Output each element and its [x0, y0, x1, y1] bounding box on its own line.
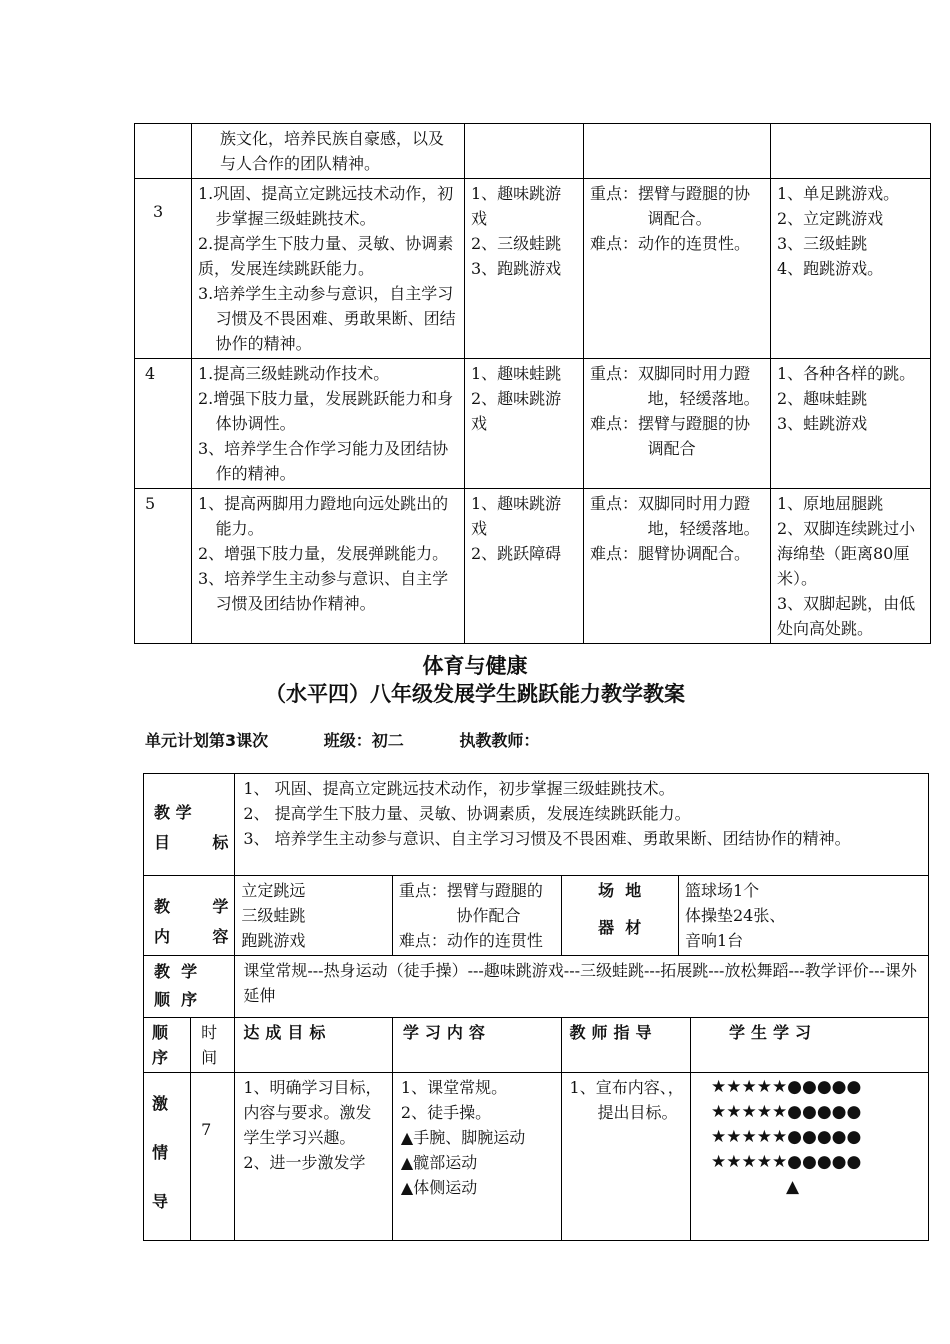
- content-label-line1: [154, 892, 228, 922]
- goal-item: 1.提高三级蛙跳动作技术。: [198, 364, 390, 383]
- content-item: 3、跑跳游戏: [471, 259, 562, 278]
- venue-label: 场 地: [598, 881, 642, 900]
- time-header-char: 间: [201, 1048, 218, 1067]
- method-item: 4、跑跳游戏。: [777, 259, 884, 278]
- time-value: 7: [201, 1120, 212, 1139]
- key-point: 重点：双脚同时用力蹬地，轻缓落地。: [590, 494, 760, 538]
- teacher-guide-cell: [561, 1073, 690, 1241]
- content-label-char: 内: [154, 927, 171, 946]
- time-cell: [191, 1073, 235, 1241]
- objectives-cell: [235, 1073, 393, 1241]
- goals-cell: [192, 124, 465, 179]
- method-item: 3、双脚起跳，由低处向高处跳。: [777, 594, 916, 638]
- venue-item: 篮球场1个: [684, 881, 760, 900]
- method-item: 3、三级蛙跳: [777, 234, 868, 253]
- goals-cell: [235, 774, 929, 876]
- learn-item: 1、课堂常规。: [400, 1078, 508, 1097]
- time-header: [191, 1018, 235, 1073]
- goals-label-char: 目: [154, 833, 171, 852]
- goal-item: 1、 巩固、提高立定跳远技术动作，初步掌握三级蛙跳技术。: [243, 779, 675, 798]
- goal-item: 2.增强下肢力量，发展跳跃能力和身体协调性。: [198, 389, 454, 433]
- content-item: 跑跳游戏: [241, 931, 306, 950]
- content-cell: [465, 179, 584, 359]
- table-row: [135, 489, 931, 644]
- methods-cell: [771, 359, 931, 489]
- table-row: [135, 359, 931, 489]
- document-subtitle: （水平四）八年级发展学生跳跃能力教学教案: [265, 682, 685, 706]
- teaching-goals-row: [144, 774, 929, 876]
- venue-cell: [678, 876, 928, 956]
- lesson-number-text: 3: [153, 202, 164, 221]
- goal-item: 3、 培养学生主动参与意识、自主学习习惯及不畏困难、勇敢果断、团结协作的精神。: [243, 829, 851, 848]
- order-label-line2: 顺 序: [154, 990, 198, 1009]
- content-label-line2: [154, 922, 228, 952]
- key-point: 重点：双脚同时用力蹬地，轻缓落地。: [590, 364, 760, 408]
- difficult-point: 难点：腿臂协调配合。: [590, 544, 751, 563]
- warmup-row: [144, 1073, 929, 1241]
- content-item: 立定跳远: [241, 881, 306, 900]
- learn-item: ▲髋部运动: [400, 1153, 478, 1172]
- content-item: 2、趣味跳游戏: [471, 389, 562, 433]
- goals-label-line1: 教 学: [154, 803, 192, 822]
- goal-item: 2、增强下肢力量，发展弹跳能力。: [198, 544, 449, 563]
- goal-item: 2、 提高学生下肢力量、灵敏、协调素质，发展连续跳跃能力。: [243, 804, 691, 823]
- goal-item: 1.巩固、提高立定跳远技术动作，初步掌握三级蛙跳技术。: [198, 184, 454, 228]
- content-label-char: 教: [154, 897, 171, 916]
- learn-item: ▲体侧运动: [400, 1178, 478, 1197]
- goals-cell: [192, 489, 465, 644]
- order-label-line1: 教 学: [154, 962, 198, 981]
- goals-label-line2: [154, 828, 228, 858]
- formation-row: ★★★★★●●●●●: [710, 1152, 862, 1172]
- keypoints-cell: [584, 359, 771, 489]
- phase-char: 激: [152, 1094, 169, 1113]
- content-label-char: 容: [212, 927, 229, 946]
- method-item: 2、双脚连续跳过小海绵垫（距离80厘米）。: [777, 519, 916, 588]
- phase-char: 情: [152, 1143, 169, 1162]
- teaching-order-row: [144, 956, 929, 1018]
- goal-item: 2.提高学生下肢力量、灵敏、协调素质，发展连续跳跃能力。: [198, 234, 454, 278]
- seq-header-char: 序: [152, 1048, 169, 1067]
- method-item: 1、原地屈腿跳: [777, 494, 884, 513]
- teacher-item: 提出目标。: [597, 1103, 678, 1122]
- phase-char: 导: [152, 1192, 169, 1211]
- method-item: 1、单足跳游戏。: [777, 184, 900, 203]
- goals-cell: [192, 359, 465, 489]
- student-learn-header: 学生学习: [690, 1018, 928, 1073]
- formation-row: ★★★★★●●●●●: [710, 1102, 862, 1122]
- content-cell: [235, 876, 393, 956]
- lesson-number: [135, 179, 192, 359]
- order-label: [144, 956, 235, 1018]
- content-item: 三级蛙跳: [241, 906, 306, 925]
- difficult-point: 难点：摆臂与蹬腿的协调配合: [590, 414, 751, 458]
- methods-cell: [771, 179, 931, 359]
- key-point: 重点：摆臂与蹬腿的协作配合: [398, 881, 543, 925]
- document-title: 体育与健康: [422, 654, 528, 678]
- teacher-info: 执教教师：: [459, 731, 540, 750]
- keypoints-cell: [584, 124, 771, 179]
- unit-number: 单元计划第3课次: [145, 731, 269, 750]
- goals-cell: [192, 179, 465, 359]
- table-row: [135, 124, 931, 179]
- content-label: [144, 876, 235, 956]
- teaching-order-text: 课堂常规---热身运动（徒手操）---趣味跳游戏---三级蛙跳---拓展跳---放松舞蹈---教学评价---课外延伸: [243, 961, 917, 1005]
- learn-item: ▲手腕、脚腕运动: [400, 1128, 526, 1147]
- lesson-number-text: 5: [145, 494, 156, 513]
- goal-item: 族文化，培养民族自豪感，以及与人合作的团队精神。: [220, 129, 445, 173]
- formation-diagram: [690, 1073, 928, 1241]
- method-item: 3、蛙跳游戏: [777, 414, 868, 433]
- venue-item: 体操垫24张、: [684, 906, 786, 925]
- methods-cell: [771, 489, 931, 644]
- class-info: 班级：初二: [323, 731, 404, 750]
- goal-item: 3、培养学生主动参与意识、自主学习惯及团结协作精神。: [198, 569, 449, 613]
- teaching-content-row: [144, 876, 929, 956]
- order-cell: [235, 956, 929, 1018]
- content-cell: [465, 124, 584, 179]
- teacher-item: 1、宣布内容、，: [569, 1078, 684, 1097]
- keypoints-cell: [392, 876, 561, 956]
- key-point: 重点：摆臂与蹬腿的协调配合。: [590, 184, 751, 228]
- method-item: 2、立定跳游戏: [777, 209, 884, 228]
- unit-info-line: [145, 728, 589, 751]
- goals-label: [144, 774, 235, 876]
- content-item: 1、趣味跳游戏: [471, 494, 562, 538]
- content-cell: [465, 489, 584, 644]
- teacher-guide-header: 教师指导: [561, 1018, 690, 1073]
- venue-label-cell: [561, 876, 678, 956]
- goals-label-char: 标: [212, 833, 229, 852]
- formation-row: ★★★★★●●●●●: [710, 1077, 862, 1097]
- difficult-point: 难点：动作的连贯性。: [590, 234, 751, 253]
- keypoints-cell: [584, 179, 771, 359]
- lesson-number: [135, 359, 192, 489]
- seq-header-char: 顺: [152, 1023, 169, 1042]
- method-item: 2、趣味蛙跳: [777, 389, 868, 408]
- content-item: 2、跳跃障碍: [471, 544, 562, 563]
- objective-item: 2、进一步激发学: [243, 1153, 366, 1172]
- learn-content-header: 学习内容: [392, 1018, 561, 1073]
- content-cell: [465, 359, 584, 489]
- learn-item: 2、徒手操。: [400, 1103, 492, 1122]
- formation-row: ★★★★★●●●●●: [710, 1127, 862, 1147]
- venue-item: 音响1台: [684, 931, 744, 950]
- content-item: 1、趣味跳游戏: [471, 184, 562, 228]
- lesson-number-text: 4: [145, 364, 156, 383]
- keypoints-cell: [584, 489, 771, 644]
- equipment-label: 器 材: [598, 918, 642, 937]
- teacher-position-marker: ▲: [785, 1177, 800, 1197]
- lesson-number: [135, 124, 192, 179]
- objective-item: 1、明确学习目标，内容与要求。激发学生学习兴趣。: [243, 1078, 382, 1147]
- goal-item: 3.培养学生主动参与意识，自主学习习惯及不畏困难、勇敢果断、团结协作的精神。: [198, 284, 456, 353]
- learn-content-cell: [392, 1073, 561, 1241]
- content-item: 1、趣味蛙跳: [471, 364, 562, 383]
- unit-plan-table: [134, 123, 931, 644]
- time-header-char: 时: [201, 1023, 218, 1042]
- phase-cell: [144, 1073, 191, 1241]
- lesson-plan-table: [143, 773, 929, 1241]
- lesson-number: [135, 489, 192, 644]
- methods-cell: [771, 124, 931, 179]
- content-label-char: 学: [212, 897, 229, 916]
- difficult-point: 难点：动作的连贯性: [398, 931, 543, 950]
- table-row: [135, 179, 931, 359]
- objectives-header: 达成目标: [235, 1018, 393, 1073]
- goal-item: 3、培养学生合作学习能力及团结协作的精神。: [198, 439, 449, 483]
- goal-item: 1、提高两脚用力蹬地向远处跳出的能力。: [198, 494, 449, 538]
- method-item: 1、各种各样的跳。: [777, 364, 916, 383]
- column-header-row: [144, 1018, 929, 1073]
- content-item: 2、三级蛙跳: [471, 234, 562, 253]
- seq-header: [144, 1018, 191, 1073]
